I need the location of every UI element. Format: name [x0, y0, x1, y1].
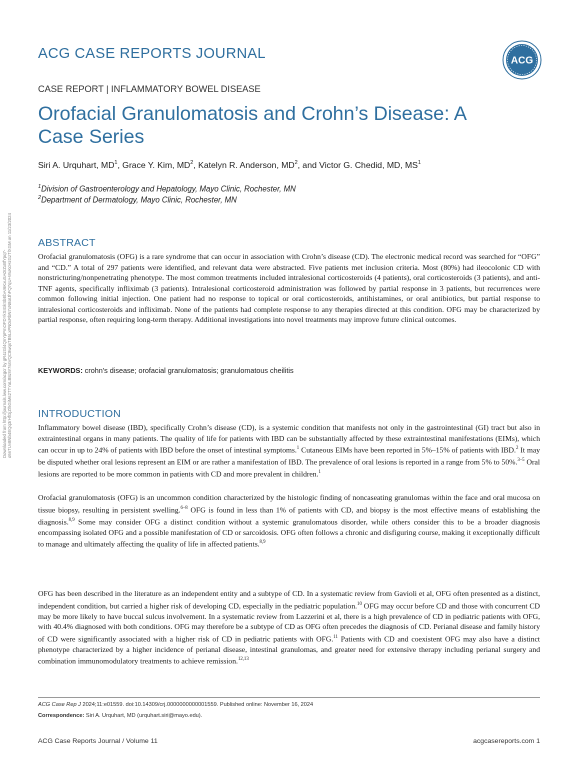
text-run: Patients with CD and coexistent OFG may also have a distinct phenotype characterized by a higher incidence of perianal disease, intestinal granulomas, and greater need for extensive therapy including perianal surgery and combination immunomodulatory treatments to achieve remission. — [38, 634, 540, 666]
text-run: Oral lesions are reported to be more common in patients with CD and more prevalent in children. — [38, 457, 540, 479]
affiliation-text: Department of Dermatology, Mayo Clinic, Rochester, MN — [41, 195, 237, 205]
citation-ref: 1 — [296, 446, 300, 451]
intro-paragraph-3 — [38, 589, 540, 667]
text-run: It may be disputed whether oral lesions represent an EIM or are rather a manifestation of IBD. The prevalence of oral lesions is reported in a range from 5% to 50%. — [38, 445, 541, 467]
citation-line — [38, 702, 313, 708]
author-affiliation-mark: 1 — [417, 160, 421, 167]
footnote-divider — [38, 697, 540, 698]
text-run: Cutaneous EIMs have been reported in 5%–15% of patients with IBD. — [299, 445, 516, 455]
citation-ref: 2 — [515, 446, 519, 451]
journal-title: ACG CASE REPORTS JOURNAL — [38, 46, 266, 62]
article-title — [38, 103, 538, 149]
author-name: Victor G. Chedid, MD, MS — [319, 160, 418, 170]
author-affiliation-mark: 1 — [114, 160, 118, 167]
keywords — [38, 366, 540, 375]
affiliation-mark: 2 — [38, 195, 42, 201]
author-separator: , — [117, 160, 123, 170]
text-run: Orofacial granulomatosis (OFG) is an uncommon condition characterized by the histologic finding of noncaseating granulomas within the face and oral mucosa on tissue biopsy, resulting in persistent swelling. — [38, 493, 540, 515]
text-run: Some may consider OFG a distinct condition without a systemic granulomatous disorder, while others consider this to be a broader diagnosis encompassing isolated OFG and a possible manifestation of CD or sarcoidosis. OFG often follows a chronic and disfiguring course, making it exceptionally difficult to manage and ultimately affecting the quality of life in affected patients. — [38, 517, 540, 549]
citation-ref: 1 — [318, 470, 321, 476]
intro-paragraph-2 — [38, 493, 540, 550]
text-run: Inflammatory bowel disease (IBD), specifically Crohn’s disease (CD), is a systemic condition that manifests not only in the gastrointestinal (GI) tract but also in extraintestinal organs in many patients. The quality of life for patients with IBD can be substantially affected by these extraintestinal manifestations (EIMs), which can occur in up to 24% of patients with IBD before the onset of intestinal symptoms. — [38, 423, 540, 455]
title-line-1: Orofacial Granulomatosis and Crohn’s Disease: A — [38, 103, 467, 125]
text-run: OFG may occur before CD and those with concurrent CD may be more likely to have buccal sulcus involvement. In a systematic review from Lazzerini et al, there is a high prevalence of CD in pediatric patients with OFG, with 40.4% diagnosed with both conditions. OFG may therefore be a subtype of CD as OFG often precedes the diagnosis of CD. Perianal disease and family history of CD were significantly associated with a higher risk of CD in pediatric patients with OFG. — [38, 601, 540, 644]
affiliation-text: Division of Gastroenterology and Hepatology, Mayo Clinic, Rochester, MN — [41, 184, 296, 194]
author-list — [38, 160, 421, 170]
abstract-text: Orofacial granulomatosis (OFG) is a rare syndrome that can occur in association with Crohn’s disease (CD). The electronic medical record was searched for “OFG” and “CD.” A total of 297 patients were identified, and relevant data were abstracted. Five patients met inclusion criteria. Most (80%) had ileocolonic CD with nonstricturing/nonpenetrating phenotype. The most common treatments included intralesional corticosteroids (4 patients), oral corticosteroids (3 patients), and anti-TNF agents, specifically infliximab (3 patients). Intralesional corticosteroid administration was followed by partial response in 3 patients, but recurrences were common following initial injection. One patient had no response to topical or oral corticosteroids, antihistamines, or oral antibiotics, but partial response to intralesional corticosteroids and infliximab. None of the patients had complete response to any therapies directed at this condition. OFG may be characterized by partial response, often requiring long-term therapy. Additional investigations into novel treatments may improve future clinical outcomes. — [38, 252, 540, 324]
download-watermark: Downloaded from http://journals.lww.com/acgcr by gR4zGl4QnYpPmOFDYkSIGkSbEbAr6KxuSA0rZxBfYpq7-o5nTUv8Nb4EQq3rHfGjZ/5GiMs2TTYaLB8zW7ssVQC8wqsTB5LxPN0xRbN7xN8oIJhFQ7qU+WuKcHzGzTlXGM on 11/23/2024 — [2, 213, 12, 458]
citation-ref: 8,9 — [259, 540, 266, 546]
introduction-heading: INTRODUCTION — [38, 408, 121, 420]
correspondence-label: Correspondence: — [38, 713, 85, 719]
abstract-heading: ABSTRACT — [38, 237, 96, 249]
text-run: OFG has been described in the literature as an independent entity and a subtype of CD. In a systematic review from Gavioli et al, OFG often presented as a distinct, independent condition, but carried a higher risk of developing CD, especially in the pediatric population. — [38, 589, 540, 611]
title-line-2: Case Series — [38, 126, 145, 148]
author-name: Grace Y. Kim, MD — [122, 160, 191, 170]
correspondence-text: Siri A. Urquhart, MD (urquhart.siri@mayo.edu). — [84, 713, 203, 719]
affiliation-mark: 1 — [38, 184, 42, 190]
article-category: CASE REPORT | INFLAMMATORY BOWEL DISEASE — [38, 84, 261, 94]
citation-ref: 3–5 — [517, 458, 525, 464]
author-name: Siri A. Urquhart, MD — [38, 160, 115, 170]
citation-text: 2024;11:e01559. doi:10.14309/crj.0000000000001559. Published online: November 16, 2024 — [80, 702, 314, 708]
author-name: Katelyn R. Anderson, MD — [198, 160, 295, 170]
logo-text: ACG — [510, 55, 534, 67]
author-separator: , and — [297, 160, 320, 170]
author-separator: , — [193, 160, 199, 170]
citation-ref: 8,9 — [68, 517, 75, 523]
intro-paragraph-1 — [38, 423, 540, 480]
citation-ref: 10 — [357, 601, 362, 607]
footer-site-page: acgcasereports.com 1 — [473, 738, 540, 745]
affiliation — [38, 184, 296, 194]
acg-logo-icon — [502, 40, 542, 80]
citation-ref: 12,13 — [237, 657, 249, 663]
correspondence-line — [38, 713, 202, 719]
keywords-text: crohn’s disease; orofacial granulomatosis; granulomatous cheilitis — [82, 366, 294, 375]
journal-abbrev: ACG Case Rep J — [38, 702, 81, 708]
author-affiliation-mark: 2 — [294, 160, 298, 167]
author-affiliation-mark: 2 — [190, 160, 194, 167]
citation-ref: 11 — [333, 634, 338, 640]
affiliation — [38, 195, 237, 205]
footer-journal-volume: ACG Case Reports Journal / Volume 11 — [38, 738, 158, 745]
text-run: OFG is found in less than 1% of patients with CD, and biopsy is the most effective means of establishing the diagnosis. — [38, 505, 540, 527]
keywords-label: KEYWORDS: — [38, 366, 83, 375]
citation-ref: 6–8 — [180, 505, 188, 511]
